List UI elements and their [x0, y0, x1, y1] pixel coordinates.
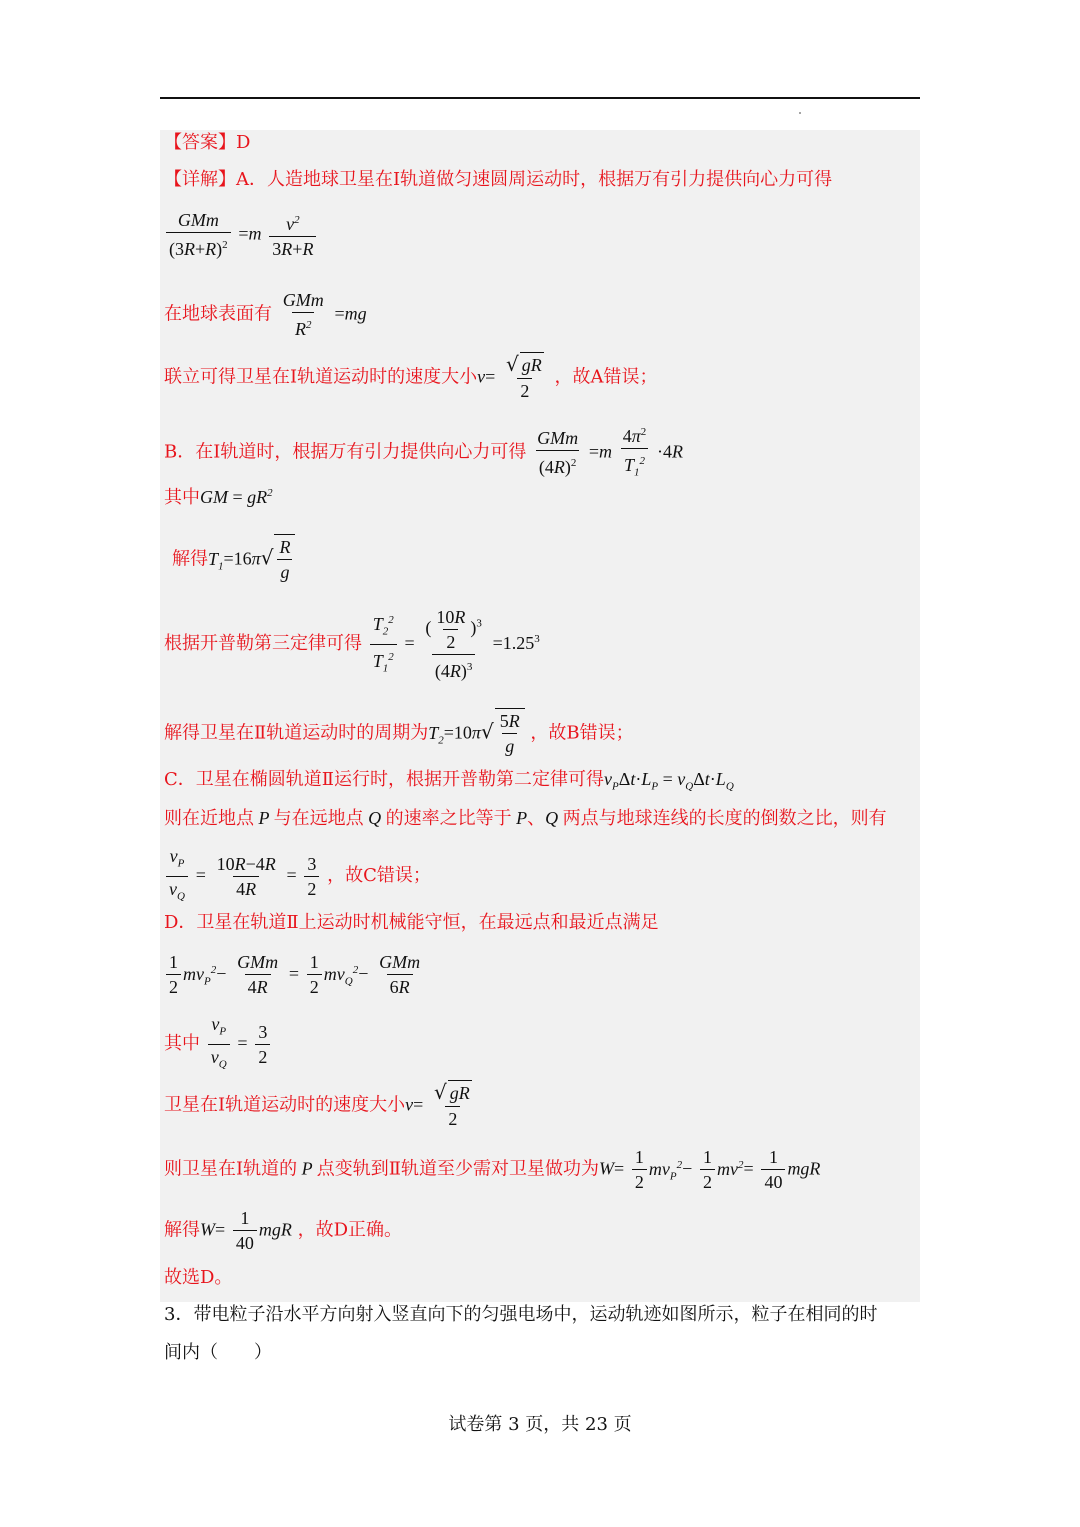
formula-d5: 则卫星在Ⅰ轨道的 P 点变轨到Ⅱ轨道至少需对卫星做功为W= $\frac{1}{2}$ $mv_P^2-$ $\frac{1}{2}$ $mv^2=$ $\frac{1}{40}$ mgR — [164, 1147, 821, 1192]
formula-b4: 根据开普勒第三定律可得 $\frac{T_2^2}{T_1^2}$ = ( $\frac{10R}{2}$ )$^3$ $(4R)^3$ $=1.25^3$ — [164, 607, 540, 681]
question3-line1: 3．带电粒子沿水平方向射入竖直向下的匀强电场中，运动轨迹如图所示，粒子在相同的时 — [164, 1304, 878, 1325]
header-rule — [160, 97, 920, 99]
formula-d3: 其中 $\frac{v_P}{v_Q}$ = $\frac{3}{2}$ — [164, 1012, 272, 1076]
formula-c2: 则在近地点 P 与在远地点 Q 的速率之比等于 P、Q 两点与地球连线的长度的倒数之比，则有 — [164, 808, 887, 829]
answer-line — [164, 130, 250, 156]
formula-c3: $\frac{v_P}{v_Q}$ = $\frac{10R-4R}{4R}$ = $\frac{3}{2}$ ，故C错误； — [164, 844, 431, 908]
formula-d4: 卫星在Ⅰ轨道运动时的速度大小v= $\frac{√ gR}{2}$ — [164, 1080, 470, 1129]
question3-line2: 间内（ ） — [164, 1342, 272, 1363]
formula-c1: C．卫星在椭圆轨道Ⅱ运行时，根据开普勒第二定律可得$v_P\Delta t\cdot L_P = v_Q\Delta t\cdot L_Q$ — [164, 769, 734, 793]
formula-d6: 解得W= $\frac{1}{40}$ mgR ，故D正确。 — [164, 1208, 403, 1253]
formula-a2: 在地球表面有 $\frac{\text{GMm}}{R^2}$ =mg — [164, 290, 367, 339]
formula-a3: 联立可得卫星在Ⅰ轨道运动时的速度大小v= $\frac{√ gR}{2}$ ，故A错误； — [164, 352, 658, 401]
answer-value: D — [236, 132, 251, 153]
formula-b1: B．在Ⅰ轨道时，根据万有引力提供向心力可得 $\frac{\text{GMm}}{(4R)^2}$ =m $\frac{4\pi^2}{T_1^2}$ ·4R — [164, 420, 683, 485]
detail-a-intro: 【详解】A．人造地球卫星在Ⅰ轨道做匀速圆周运动时，根据万有引力提供向心力可得 — [164, 169, 833, 190]
answer-label: 【答案】 — [164, 132, 236, 153]
formula-b5: 解得卫星在Ⅱ轨道运动时的周期为$T_2=10\pi√$ $\frac{5R}{g}$ ，故B错误； — [164, 708, 634, 758]
formula-d1: D．卫星在轨道Ⅱ上运动时机械能守恒，在最远点和最近点满足 — [164, 912, 659, 933]
formula-b2: 其中GM = $gR^2$ — [164, 487, 273, 508]
formula-d2: $\frac{1}{2}$ $mv_P^2-$ $\frac{\text{GMm}}{4R}$ = $\frac{1}{2}$ $mv_Q^2-$ $\frac{\text{GMm}}{6R}$ — [164, 950, 425, 999]
page-footer: 试卷第 3 页，共 23 页 — [448, 1414, 632, 1435]
detail-label: 【详解】 — [164, 169, 236, 190]
choose-line: 故选D。 — [164, 1267, 233, 1288]
formula-a1: $\frac{\text{GMm}}{(3R+R)^2}$ =m $\frac{v^2}{3R+R}$ — [164, 208, 318, 261]
formula-b3: 解得$T_1=16\pi√$ $\frac{R}{g}$ — [172, 534, 295, 584]
header-dot — [799, 112, 801, 114]
